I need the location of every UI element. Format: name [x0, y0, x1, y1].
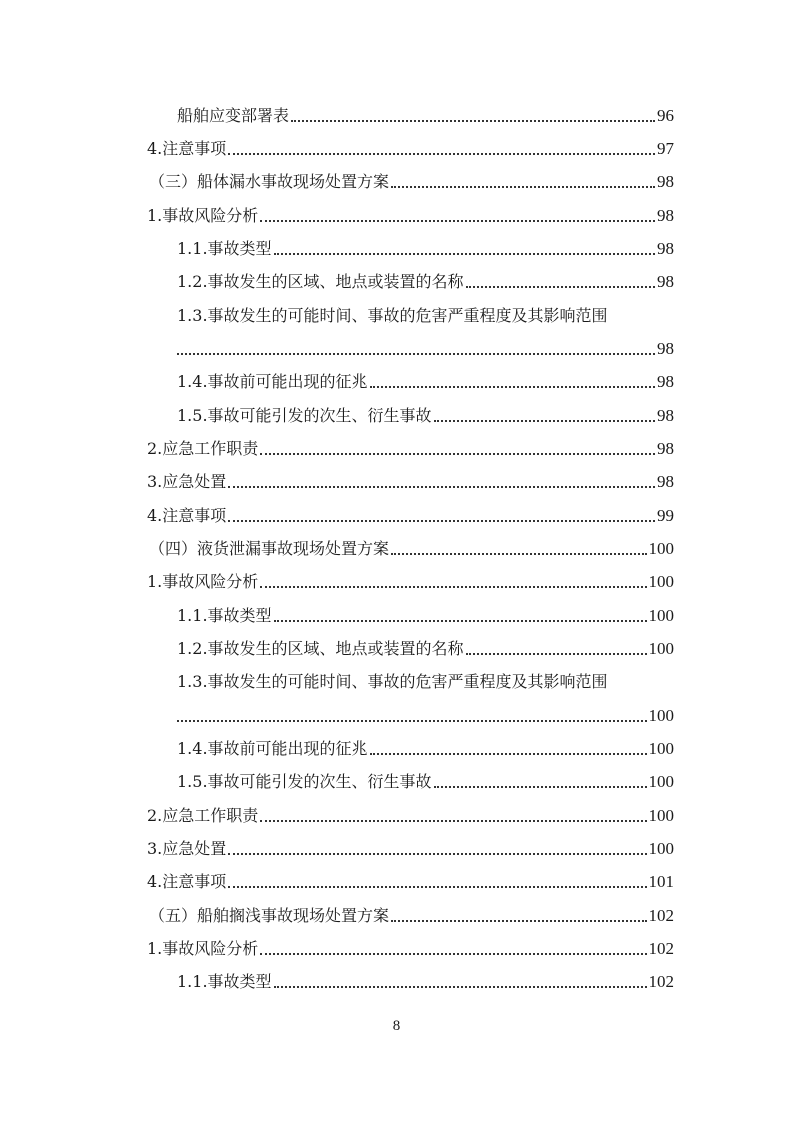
toc-entry-label: 1.4.事故前可能出现的征兆	[177, 372, 368, 391]
toc-entry[interactable]	[147, 133, 674, 159]
dot-leader	[260, 439, 655, 455]
toc-entry-label: 1.2.事故发生的区域、地点或装置的名称	[177, 272, 464, 291]
toc-entry-label: 1.5.事故可能引发的次生、衍生事故	[177, 406, 432, 425]
toc-entry-page: 100	[648, 606, 674, 625]
dot-leader	[370, 739, 647, 755]
toc-entry-page: 98	[657, 472, 674, 491]
dot-leader	[466, 639, 647, 655]
toc-entry-page: 102	[648, 972, 674, 991]
toc-entry[interactable]	[147, 566, 674, 592]
dot-leader	[291, 106, 655, 122]
toc-entry[interactable]	[147, 300, 674, 326]
toc-entry-label: 1.5.事故可能引发的次生、衍生事故	[177, 772, 432, 791]
toc-entry-label: 1.1.事故类型	[177, 606, 272, 625]
toc-entry[interactable]	[147, 366, 674, 392]
dot-leader	[370, 372, 655, 388]
toc-entry-label: 2.应急工作职责	[147, 439, 259, 458]
dot-leader	[260, 939, 646, 955]
toc-entry-section[interactable]	[147, 533, 674, 559]
toc-entry-label: 4.注意事项	[147, 506, 227, 525]
dot-leader	[260, 572, 646, 588]
toc-entry[interactable]	[147, 433, 674, 459]
toc-entry-label: 3.应急处置	[147, 839, 227, 858]
toc-entry[interactable]	[147, 766, 674, 792]
dot-leader	[466, 272, 655, 288]
toc-entry-label: 1.2.事故发生的区域、地点或装置的名称	[177, 639, 464, 658]
toc-entry[interactable]	[147, 866, 674, 892]
toc-entry-page: 98	[657, 406, 674, 425]
dot-leader	[177, 339, 655, 355]
toc-entry[interactable]	[147, 466, 674, 492]
dot-leader	[274, 239, 655, 255]
toc-entry-label: 1.3.事故发生的可能时间、事故的危害严重程度及其影响范围	[177, 672, 608, 691]
toc-entry[interactable]	[147, 266, 674, 292]
toc-entry[interactable]	[147, 666, 674, 692]
toc-entry-page: 99	[657, 506, 674, 525]
toc-entry[interactable]	[147, 600, 674, 626]
toc-entry-label: 1.事故风险分析	[147, 206, 259, 225]
toc-entry-continuation[interactable]	[147, 333, 674, 359]
dot-leader	[391, 539, 646, 555]
dot-leader	[228, 472, 655, 488]
toc-entry[interactable]	[147, 500, 674, 526]
toc-entry-page: 100	[648, 772, 674, 791]
dot-leader	[391, 906, 646, 922]
toc-entry-label: 3.应急处置	[147, 472, 227, 491]
toc-entry[interactable]	[147, 200, 674, 226]
toc-entry-page: 102	[648, 906, 674, 925]
toc-entry-label: 4.注意事项	[147, 872, 227, 891]
toc-entry[interactable]	[147, 800, 674, 826]
dot-leader	[260, 206, 655, 222]
toc-entry-page: 98	[657, 372, 674, 391]
toc-entry[interactable]	[147, 100, 674, 126]
toc-entry[interactable]	[147, 933, 674, 959]
toc-entry[interactable]	[147, 833, 674, 859]
dot-leader	[228, 139, 655, 155]
toc-entry[interactable]	[147, 233, 674, 259]
toc-entry-page: 101	[648, 872, 674, 891]
dot-leader	[274, 972, 647, 988]
toc-entry[interactable]	[147, 633, 674, 659]
dot-leader	[177, 706, 647, 722]
dot-leader	[434, 772, 647, 788]
toc-entry-page: 98	[657, 339, 674, 358]
toc-entry-page: 97	[657, 139, 674, 158]
toc-entry-page: 98	[657, 172, 674, 191]
dot-leader	[274, 606, 647, 622]
toc-entry-page: 100	[648, 706, 674, 725]
toc-entry-page: 100	[648, 839, 674, 858]
toc-entry-page: 100	[648, 539, 674, 558]
dot-leader	[228, 872, 646, 888]
toc-entry-label: 4.注意事项	[147, 139, 227, 158]
toc-entry-label: 2.应急工作职责	[147, 806, 259, 825]
toc-entry[interactable]	[147, 400, 674, 426]
toc-entry-label: 1.4.事故前可能出现的征兆	[177, 739, 368, 758]
toc-entry-page: 98	[657, 239, 674, 258]
toc-entry[interactable]	[147, 966, 674, 992]
toc-entry-page: 100	[648, 806, 674, 825]
toc-entry-page: 98	[657, 272, 674, 291]
dot-leader	[434, 406, 655, 422]
page-number: 8	[392, 1018, 401, 1034]
dot-leader	[260, 806, 646, 822]
toc-entry-label: （四）液货泄漏事故现场处置方案	[149, 539, 390, 558]
toc-entry-label: 1.事故风险分析	[147, 572, 259, 591]
toc-entry-label: 船舶应变部署表	[177, 106, 290, 125]
toc-entry-continuation[interactable]	[147, 700, 674, 726]
dot-leader	[228, 839, 646, 855]
dot-leader	[391, 172, 655, 188]
toc-entry-page: 100	[648, 739, 674, 758]
toc-entry-label: 1.1.事故类型	[177, 239, 272, 258]
toc-entry-label: （五）船舶搁浅事故现场处置方案	[149, 906, 390, 925]
toc-entry-label: （三）船体漏水事故现场处置方案	[149, 172, 390, 191]
toc-entry-label: 1.1.事故类型	[177, 972, 272, 991]
toc-entry-page: 98	[657, 439, 674, 458]
dot-leader	[228, 506, 655, 522]
toc-entry-page: 98	[657, 206, 674, 225]
toc-entry-label: 1.事故风险分析	[147, 939, 259, 958]
toc-entry-section[interactable]	[147, 166, 674, 192]
toc-entry-page: 102	[648, 939, 674, 958]
toc-entry-section[interactable]	[147, 900, 674, 926]
toc-entry-page: 100	[648, 572, 674, 591]
toc-entry[interactable]	[147, 733, 674, 759]
toc-entry-label: 1.3.事故发生的可能时间、事故的危害严重程度及其影响范围	[177, 306, 608, 325]
toc-entry-page: 100	[648, 639, 674, 658]
toc-entry-page: 96	[657, 106, 674, 125]
